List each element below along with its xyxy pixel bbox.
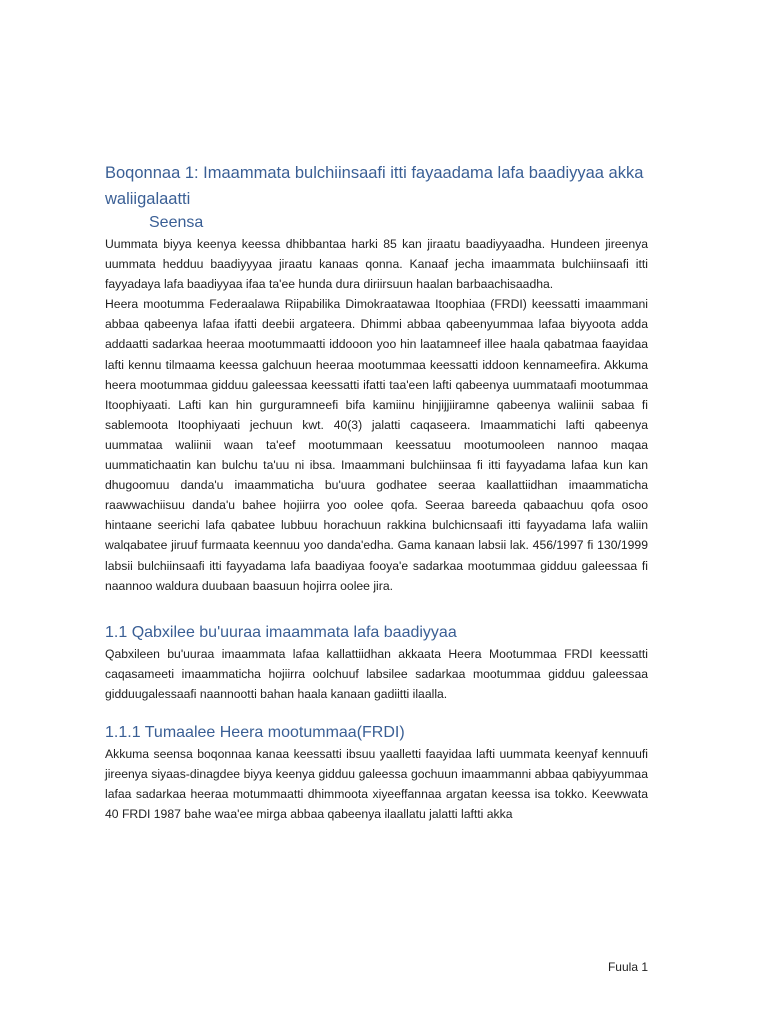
section-1-1-1-paragraph: Akkuma seensa boqonnaa kanaa keessatti ibsuu yaalletti faayidaa lafti uummata keenyaf kennuufi jireenya siyaas-dinagdee biyya keenya gidduu galeessa gochuun imaammanni abbaa qabiyyummaa lafaa sadarkaa heeraa motummaatti dhimmoota xiyeeffannaa argatan keessa isa tokko. Keewwata 40 FRDI 1987 bahe waa'ee mirga abbaa qabeenya ilaallatu jalatti laftti akka xyxy=(105,746,648,822)
section-1-1-paragraph: Qabxileen bu'uuraa imaammata lafaa kallattiidhan akkaata Heera Mootummaa FRDI keessatti caqasameeti imaammaticha hojiirra oolchuuf labsilee sadarkaa mootummaa gidduu galeessaa gidduugalessaafi naannootti bahan haala kanaan gadiitti ilaalla. xyxy=(105,646,648,701)
page-content xyxy=(105,160,648,824)
section-1-1-heading: 1.1 Qabxilee bu'uuraa imaammata lafa baadiyyaa xyxy=(105,623,457,641)
intro-paragraph-1: Uummata biyya keenya keessa dhibbantaa harki 85 kan jiraatu baadiyyaadha. Hundeen jireenya uummata hedduu baadiyyyaa jiraatu kanaas qonna. Kanaaf jecha imaammata bulchiinsaafi itti fayyadaya lafa baadiyyaa ifaa ta'ee hunda dura diriirsuun haalan barbaachisaadha. xyxy=(105,237,648,292)
section-1-1-1-heading: 1.1.1 Tumaalee Heera mootummaa(FRDI) xyxy=(105,723,405,741)
page-number: Fuula 1 xyxy=(607,960,648,974)
intro-heading: Seensa xyxy=(149,214,204,231)
chapter-title: Boqonnaa 1: Imaammata bulchiinsaafi itti fayaadama lafa baadiyyaa akka waliigalaatti xyxy=(105,164,644,208)
intro-paragraph-2: Heera mootumma Federaalawa Riipabilika Dimokraatawaa Itoophiaa (FRDI) keessatti imaammani abbaa qabeenya lafaa ifatti deebii argateera. Dhimmi abbaa qabeenyummaa lafaa biyyoota adda addaatti sadarkaa heeraa mootummaatti iddooon yoo hin laatamneef illee haala qabatmaa faayidaa lafti kennu tilmaama keessa galchuun heeraa mootummaa keessatti iddoon kennameefira. Akkuma heera mootummaa gidduu galeessaa keessatti ifatti taa'een lafti qabeenya uummataafi mootummaa Itoophiyaati. Lafti kan hin gurguramneefi bifa kamiinu hinjijjiiramne qabeenya waliinii sabaa fi sablemoota Itoophiyaati jechuun kwt. 40(3) jalatti caqaseera. Imaammatichi lafti qabeenya uummataa waliinii waan ta'eef mootummaan keessatuu mootumooleen nannoo maqaa uummatichaatin kan bulchu ta'uu ni ibsa. Imaammani bulchiinsaa fi itti fayyadama lafaa kun kan dhugoomuu danda'u imaammaticha bu'uura godhatee seeraa kaallattiidhan imaammaticha raawwachiisuu danda'u bahee hojiirra yoo oolee qofa. Seeraa bareeda qabaachuu qofa osoo hintaane seerichi lafa qabatee lubbuu horachuun rakkina bulchicnsaafi itti fayyadama lafa waliin walqabatee jiruuf furmaata keennuu yoo danda'edha. Gama kanaan labsii lak. 456/1997 fi 130/1999 labsii bulchiinsaafi itti fayyadama lafa baadiyaa fooya'e sadarkaa mootummaa gidduu galeessaa fi naannoo waldura duubaan baasuun hojirra oolee jira. xyxy=(105,297,648,593)
